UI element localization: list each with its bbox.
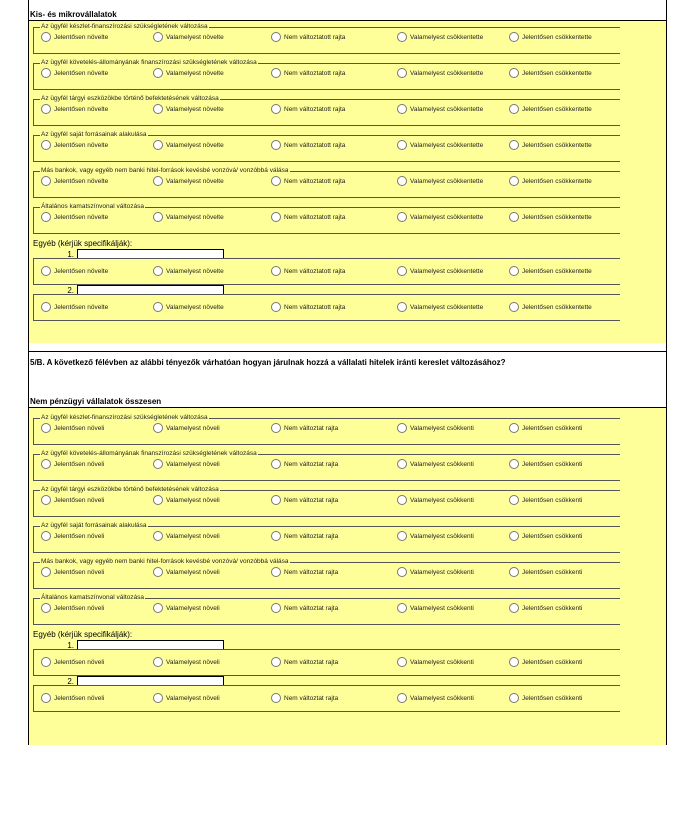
factor-legend: Az ügyfél készlet-finanszírozási szükségletének változása bbox=[41, 23, 208, 30]
radio-option[interactable] bbox=[41, 566, 104, 578]
radio-label: Valamelyest csökkentette bbox=[410, 69, 484, 77]
radio-option[interactable] bbox=[153, 458, 220, 470]
radio-option[interactable] bbox=[397, 67, 483, 79]
radio-label: Nem változtat rajta bbox=[284, 604, 339, 612]
radio-option[interactable] bbox=[271, 530, 338, 542]
radio-label: Jelentősen csökkenti bbox=[522, 496, 583, 504]
radio-label: Nem változtatott rajta bbox=[284, 267, 346, 275]
radio-label: Valamelyest csökkenti bbox=[410, 568, 474, 576]
radio-button[interactable] bbox=[397, 459, 407, 469]
radio-label: Valamelyest csökkenti bbox=[410, 658, 474, 666]
radio-option[interactable] bbox=[397, 530, 474, 542]
radio-button[interactable] bbox=[271, 266, 281, 276]
radio-button[interactable] bbox=[397, 603, 407, 613]
radio-label: Valamelyest növelte bbox=[166, 105, 224, 113]
radio-option[interactable] bbox=[509, 530, 582, 542]
radio-button[interactable] bbox=[509, 495, 519, 505]
radio-label: Valamelyest csökkentette bbox=[410, 177, 484, 185]
radio-button[interactable] bbox=[271, 140, 281, 150]
other-label: Egyéb (kérjük specifikálják): bbox=[33, 239, 133, 248]
radio-label: Jelentősen növeli bbox=[54, 604, 105, 612]
radio-option[interactable] bbox=[41, 103, 108, 115]
other-number: 1. bbox=[67, 250, 74, 259]
other-number: 1. bbox=[67, 641, 74, 650]
radio-label: Nem változtat rajta bbox=[284, 568, 339, 576]
other-group bbox=[33, 254, 620, 288]
radio-option[interactable] bbox=[271, 67, 345, 79]
radio-button[interactable] bbox=[271, 531, 281, 541]
radio-option[interactable] bbox=[509, 494, 582, 506]
radio-button[interactable] bbox=[41, 266, 51, 276]
radio-option[interactable] bbox=[153, 211, 224, 223]
radio-button[interactable] bbox=[153, 423, 163, 433]
radio-label: Nem változtat rajta bbox=[284, 658, 339, 666]
radio-button[interactable] bbox=[41, 603, 51, 613]
radio-label: Jelentősen növelte bbox=[54, 213, 109, 221]
radio-button[interactable] bbox=[397, 176, 407, 186]
radio-label: Valamelyest növeli bbox=[166, 424, 220, 432]
radio-label: Valamelyest csökkentette bbox=[410, 213, 484, 221]
radio-option[interactable] bbox=[41, 692, 104, 704]
radio-option[interactable] bbox=[271, 103, 345, 115]
radio-label: Nem változtatott rajta bbox=[284, 177, 346, 185]
radio-option[interactable] bbox=[397, 494, 474, 506]
radio-button[interactable] bbox=[397, 266, 407, 276]
radio-button[interactable] bbox=[41, 531, 51, 541]
option-row bbox=[33, 31, 620, 43]
radio-option[interactable] bbox=[153, 422, 220, 434]
radio-button[interactable] bbox=[509, 657, 519, 667]
radio-button[interactable] bbox=[41, 423, 51, 433]
radio-option[interactable] bbox=[153, 139, 224, 151]
factor-group bbox=[33, 59, 620, 93]
radio-button[interactable] bbox=[271, 423, 281, 433]
factor-group bbox=[33, 203, 620, 237]
radio-option[interactable] bbox=[397, 566, 474, 578]
radio-option[interactable] bbox=[41, 422, 104, 434]
radio-button[interactable] bbox=[509, 176, 519, 186]
section-b-title: Nem pénzügyi vállalatok összesen bbox=[30, 397, 162, 406]
radio-label: Jelentősen növelte bbox=[54, 303, 109, 311]
section-a-title: Kis- és mikrovállalatok bbox=[30, 10, 117, 19]
radio-button[interactable] bbox=[509, 140, 519, 150]
radio-label: Jelentősen csökkenti bbox=[522, 658, 583, 666]
radio-label: Jelentősen csökkenti bbox=[522, 460, 583, 468]
radio-option[interactable] bbox=[153, 530, 220, 542]
factor-legend: Az ügyfél saját forrásainak alakulása bbox=[41, 522, 147, 529]
radio-button[interactable] bbox=[509, 531, 519, 541]
option-row bbox=[33, 656, 620, 668]
radio-button[interactable] bbox=[153, 657, 163, 667]
other-group bbox=[33, 290, 620, 324]
radio-label: Nem változtatott rajta bbox=[284, 303, 346, 311]
radio-label: Jelentősen növeli bbox=[54, 568, 105, 576]
option-row bbox=[33, 175, 620, 187]
radio-option[interactable] bbox=[271, 458, 338, 470]
radio-option[interactable] bbox=[271, 265, 345, 277]
radio-label: Valamelyest csökkenti bbox=[410, 460, 474, 468]
radio-button[interactable] bbox=[509, 693, 519, 703]
radio-button[interactable] bbox=[41, 459, 51, 469]
radio-option[interactable] bbox=[41, 175, 108, 187]
radio-button[interactable] bbox=[509, 32, 519, 42]
factor-legend: Más bankok, vagy egyéb nem banki hitel-források kevésbé vonzóvá/ vonzóbbá válása bbox=[41, 558, 289, 565]
radio-button[interactable] bbox=[153, 495, 163, 505]
radio-label: Valamelyest csökkenti bbox=[410, 694, 474, 702]
radio-label: Valamelyest csökkentette bbox=[410, 33, 484, 41]
radio-label: Jelentősen csökkenti bbox=[522, 532, 583, 540]
question-5b: 5/B. A következő félévben az alábbi tényezők várhatóan hogyan járulnak hozzá a vállalati hitelek iránti kereslet változásához? bbox=[30, 358, 506, 367]
radio-label: Valamelyest növelte bbox=[166, 213, 224, 221]
radio-option[interactable] bbox=[509, 211, 592, 223]
radio-button[interactable] bbox=[509, 567, 519, 577]
radio-button[interactable] bbox=[397, 693, 407, 703]
radio-label: Jelentősen csökkenti bbox=[522, 604, 583, 612]
radio-button[interactable] bbox=[153, 140, 163, 150]
radio-button[interactable] bbox=[397, 567, 407, 577]
radio-option[interactable] bbox=[153, 301, 224, 313]
radio-label: Valamelyest csökkentette bbox=[410, 303, 484, 311]
radio-button[interactable] bbox=[509, 459, 519, 469]
radio-button[interactable] bbox=[41, 302, 51, 312]
radio-label: Jelentősen csökkentette bbox=[522, 105, 592, 113]
radio-option[interactable] bbox=[509, 566, 582, 578]
radio-button[interactable] bbox=[271, 212, 281, 222]
radio-option[interactable] bbox=[397, 139, 483, 151]
radio-button[interactable] bbox=[397, 657, 407, 667]
radio-button[interactable] bbox=[41, 32, 51, 42]
radio-button[interactable] bbox=[153, 212, 163, 222]
radio-button[interactable] bbox=[41, 104, 51, 114]
option-row bbox=[33, 566, 620, 578]
radio-button[interactable] bbox=[153, 567, 163, 577]
factor-legend: Az ügyfél követelés-állományának finanszírozási szükségletének változása bbox=[41, 59, 257, 66]
radio-option[interactable] bbox=[509, 31, 592, 43]
radio-option[interactable] bbox=[509, 175, 592, 187]
factor-legend: Az ügyfél saját forrásainak alakulása bbox=[41, 131, 147, 138]
radio-option[interactable] bbox=[271, 31, 345, 43]
radio-option[interactable] bbox=[153, 566, 220, 578]
radio-label: Jelentősen növelte bbox=[54, 267, 109, 275]
radio-button[interactable] bbox=[397, 68, 407, 78]
radio-label: Nem változtat rajta bbox=[284, 424, 339, 432]
radio-button[interactable] bbox=[397, 531, 407, 541]
radio-option[interactable] bbox=[41, 602, 104, 614]
radio-button[interactable] bbox=[271, 657, 281, 667]
radio-button[interactable] bbox=[271, 567, 281, 577]
radio-option[interactable] bbox=[509, 301, 592, 313]
factor-group bbox=[33, 23, 620, 57]
factor-group bbox=[33, 594, 620, 628]
radio-button[interactable] bbox=[271, 104, 281, 114]
radio-option[interactable] bbox=[41, 530, 104, 542]
radio-label: Valamelyest növeli bbox=[166, 568, 220, 576]
radio-button[interactable] bbox=[271, 32, 281, 42]
radio-label: Jelentősen csökkenti bbox=[522, 424, 583, 432]
radio-button[interactable] bbox=[41, 140, 51, 150]
radio-option[interactable] bbox=[41, 139, 108, 151]
radio-option[interactable] bbox=[397, 211, 483, 223]
factor-group bbox=[33, 450, 620, 484]
radio-button[interactable] bbox=[397, 32, 407, 42]
radio-label: Nem változtatott rajta bbox=[284, 141, 346, 149]
radio-option[interactable] bbox=[41, 494, 104, 506]
option-row bbox=[33, 301, 620, 313]
radio-label: Valamelyest csökkenti bbox=[410, 604, 474, 612]
radio-label: Jelentősen csökkentette bbox=[522, 69, 592, 77]
radio-option[interactable] bbox=[397, 458, 474, 470]
radio-button[interactable] bbox=[509, 104, 519, 114]
radio-label: Valamelyest növeli bbox=[166, 532, 220, 540]
radio-button[interactable] bbox=[509, 302, 519, 312]
radio-label: Nem változtat rajta bbox=[284, 532, 339, 540]
radio-label: Jelentősen növelte bbox=[54, 33, 109, 41]
radio-button[interactable] bbox=[153, 104, 163, 114]
radio-button[interactable] bbox=[153, 68, 163, 78]
radio-label: Valamelyest növelte bbox=[166, 177, 224, 185]
radio-label: Jelentősen növelte bbox=[54, 105, 109, 113]
radio-button[interactable] bbox=[153, 176, 163, 186]
factor-group bbox=[33, 167, 620, 201]
radio-label: Jelentősen növeli bbox=[54, 694, 105, 702]
radio-button[interactable] bbox=[271, 459, 281, 469]
radio-button[interactable] bbox=[271, 302, 281, 312]
radio-label: Nem változtat rajta bbox=[284, 694, 339, 702]
factor-legend: Más bankok, vagy egyéb nem banki hitel-források kevésbé vonzóvá/ vonzóbbá válása bbox=[41, 167, 289, 174]
radio-option[interactable] bbox=[41, 265, 108, 277]
radio-option[interactable] bbox=[397, 175, 483, 187]
radio-option[interactable] bbox=[271, 175, 345, 187]
radio-label: Valamelyest csökkentette bbox=[410, 105, 484, 113]
factor-group bbox=[33, 522, 620, 556]
radio-button[interactable] bbox=[397, 212, 407, 222]
radio-option[interactable] bbox=[271, 602, 338, 614]
radio-label: Jelentősen növelte bbox=[54, 141, 109, 149]
radio-option[interactable] bbox=[271, 211, 345, 223]
radio-label: Jelentősen növelte bbox=[54, 69, 109, 77]
option-row bbox=[33, 265, 620, 277]
radio-label: Valamelyest csökkenti bbox=[410, 496, 474, 504]
radio-option[interactable] bbox=[41, 458, 104, 470]
radio-option[interactable] bbox=[271, 139, 345, 151]
radio-label: Jelentősen csökkenti bbox=[522, 694, 583, 702]
radio-option[interactable] bbox=[397, 422, 474, 434]
radio-button[interactable] bbox=[271, 693, 281, 703]
radio-option[interactable] bbox=[271, 566, 338, 578]
factor-group bbox=[33, 558, 620, 592]
radio-label: Valamelyest növelte bbox=[166, 69, 224, 77]
radio-label: Nem változtatott rajta bbox=[284, 69, 346, 77]
radio-label: Jelentősen növeli bbox=[54, 658, 105, 666]
radio-option[interactable] bbox=[509, 103, 592, 115]
radio-option[interactable] bbox=[271, 494, 338, 506]
radio-label: Jelentősen növeli bbox=[54, 532, 105, 540]
radio-option[interactable] bbox=[509, 265, 592, 277]
option-row bbox=[33, 602, 620, 614]
radio-option[interactable] bbox=[397, 31, 483, 43]
divider-rule bbox=[28, 351, 666, 352]
radio-button[interactable] bbox=[41, 176, 51, 186]
radio-label: Valamelyest növelte bbox=[166, 303, 224, 311]
radio-label: Jelentősen növeli bbox=[54, 424, 105, 432]
radio-option[interactable] bbox=[509, 422, 582, 434]
radio-button[interactable] bbox=[153, 266, 163, 276]
radio-label: Nem változtat rajta bbox=[284, 496, 339, 504]
radio-button[interactable] bbox=[397, 140, 407, 150]
radio-label: Valamelyest növeli bbox=[166, 460, 220, 468]
radio-option[interactable] bbox=[41, 211, 108, 223]
radio-button[interactable] bbox=[153, 32, 163, 42]
radio-option[interactable] bbox=[397, 103, 483, 115]
radio-option[interactable] bbox=[153, 692, 220, 704]
other-group bbox=[33, 681, 620, 715]
radio-option[interactable] bbox=[271, 301, 345, 313]
radio-button[interactable] bbox=[271, 495, 281, 505]
radio-option[interactable] bbox=[271, 422, 338, 434]
radio-button[interactable] bbox=[509, 212, 519, 222]
radio-button[interactable] bbox=[509, 423, 519, 433]
right-border-line bbox=[666, 0, 667, 745]
radio-button[interactable] bbox=[41, 495, 51, 505]
radio-option[interactable] bbox=[397, 301, 483, 313]
radio-option[interactable] bbox=[41, 656, 104, 668]
radio-label: Jelentősen csökkentette bbox=[522, 303, 592, 311]
other-number: 2. bbox=[67, 286, 74, 295]
factor-legend: Az ügyfél tárgyi eszközökbe történő befektetésének változása bbox=[41, 95, 219, 102]
radio-option[interactable] bbox=[397, 602, 474, 614]
factor-legend: Az ügyfél tárgyi eszközökbe történő befektetésének változása bbox=[41, 486, 219, 493]
radio-label: Nem változtatott rajta bbox=[284, 105, 346, 113]
option-row bbox=[33, 458, 620, 470]
radio-button[interactable] bbox=[41, 567, 51, 577]
radio-button[interactable] bbox=[397, 104, 407, 114]
radio-label: Valamelyest növeli bbox=[166, 694, 220, 702]
radio-option[interactable] bbox=[509, 602, 582, 614]
radio-option[interactable] bbox=[271, 656, 338, 668]
radio-label: Jelentősen növeli bbox=[54, 460, 105, 468]
radio-label: Jelentősen csökkentette bbox=[522, 267, 592, 275]
radio-option[interactable] bbox=[153, 31, 224, 43]
radio-label: Valamelyest növelte bbox=[166, 33, 224, 41]
radio-option[interactable] bbox=[41, 67, 108, 79]
radio-label: Valamelyest csökkentette bbox=[410, 141, 484, 149]
factor-group bbox=[33, 486, 620, 520]
radio-option[interactable] bbox=[509, 67, 592, 79]
radio-option[interactable] bbox=[41, 31, 108, 43]
radio-button[interactable] bbox=[153, 693, 163, 703]
radio-label: Jelentősen csökkentette bbox=[522, 141, 592, 149]
radio-label: Nem változtatott rajta bbox=[284, 33, 346, 41]
radio-label: Valamelyest növelte bbox=[166, 141, 224, 149]
radio-button[interactable] bbox=[271, 603, 281, 613]
radio-button[interactable] bbox=[271, 68, 281, 78]
radio-option[interactable] bbox=[509, 139, 592, 151]
radio-option[interactable] bbox=[509, 656, 582, 668]
radio-button[interactable] bbox=[153, 302, 163, 312]
radio-label: Valamelyest csökkenti bbox=[410, 532, 474, 540]
radio-label: Valamelyest csökkenti bbox=[410, 424, 474, 432]
option-row bbox=[33, 211, 620, 223]
radio-button[interactable] bbox=[509, 603, 519, 613]
radio-label: Jelentősen csökkentette bbox=[522, 33, 592, 41]
radio-option[interactable] bbox=[397, 692, 474, 704]
option-row bbox=[33, 139, 620, 151]
radio-option[interactable] bbox=[271, 692, 338, 704]
option-row bbox=[33, 67, 620, 79]
factor-group bbox=[33, 131, 620, 165]
factor-legend: Általános kamatszínvonal változása bbox=[41, 203, 144, 210]
radio-button[interactable] bbox=[41, 693, 51, 703]
radio-label: Valamelyest növeli bbox=[166, 496, 220, 504]
option-row bbox=[33, 530, 620, 542]
radio-option[interactable] bbox=[397, 265, 483, 277]
factor-group bbox=[33, 95, 620, 129]
other-label: Egyéb (kérjük specifikálják): bbox=[33, 630, 133, 639]
radio-label: Jelentősen csökkenti bbox=[522, 568, 583, 576]
radio-label: Nem változtatott rajta bbox=[284, 213, 346, 221]
radio-button[interactable] bbox=[509, 68, 519, 78]
radio-option[interactable] bbox=[153, 656, 220, 668]
radio-label: Valamelyest növeli bbox=[166, 604, 220, 612]
radio-label: Jelentősen növeli bbox=[54, 496, 105, 504]
radio-option[interactable] bbox=[153, 494, 220, 506]
radio-option[interactable] bbox=[509, 458, 582, 470]
option-row bbox=[33, 103, 620, 115]
radio-option[interactable] bbox=[153, 602, 220, 614]
radio-option[interactable] bbox=[153, 67, 224, 79]
radio-button[interactable] bbox=[153, 531, 163, 541]
radio-button[interactable] bbox=[271, 176, 281, 186]
radio-option[interactable] bbox=[41, 301, 108, 313]
factor-legend: Általános kamatszínvonal változása bbox=[41, 594, 144, 601]
option-row bbox=[33, 494, 620, 506]
radio-option[interactable] bbox=[153, 103, 224, 115]
radio-button[interactable] bbox=[153, 603, 163, 613]
radio-button[interactable] bbox=[397, 495, 407, 505]
option-row bbox=[33, 422, 620, 434]
radio-button[interactable] bbox=[397, 423, 407, 433]
factor-legend: Az ügyfél készlet-finanszírozási szükségletének változása bbox=[41, 414, 208, 421]
radio-option[interactable] bbox=[509, 692, 582, 704]
radio-label: Jelentősen növelte bbox=[54, 177, 109, 185]
factor-group bbox=[33, 414, 620, 448]
radio-button[interactable] bbox=[397, 302, 407, 312]
radio-button[interactable] bbox=[41, 212, 51, 222]
radio-label: Valamelyest csökkentette bbox=[410, 267, 484, 275]
radio-button[interactable] bbox=[41, 68, 51, 78]
other-group bbox=[33, 645, 620, 679]
radio-option[interactable] bbox=[153, 265, 224, 277]
other-number: 2. bbox=[67, 677, 74, 686]
radio-button[interactable] bbox=[153, 459, 163, 469]
radio-option[interactable] bbox=[397, 656, 474, 668]
option-row bbox=[33, 692, 620, 704]
radio-label: Jelentősen csökkentette bbox=[522, 213, 592, 221]
radio-label: Nem változtat rajta bbox=[284, 460, 339, 468]
radio-button[interactable] bbox=[41, 657, 51, 667]
radio-option[interactable] bbox=[153, 175, 224, 187]
radio-label: Valamelyest növelte bbox=[166, 267, 224, 275]
factor-legend: Az ügyfél követelés-állományának finanszírozási szükségletének változása bbox=[41, 450, 257, 457]
radio-label: Jelentősen csökkentette bbox=[522, 177, 592, 185]
radio-button[interactable] bbox=[509, 266, 519, 276]
radio-label: Valamelyest növeli bbox=[166, 658, 220, 666]
